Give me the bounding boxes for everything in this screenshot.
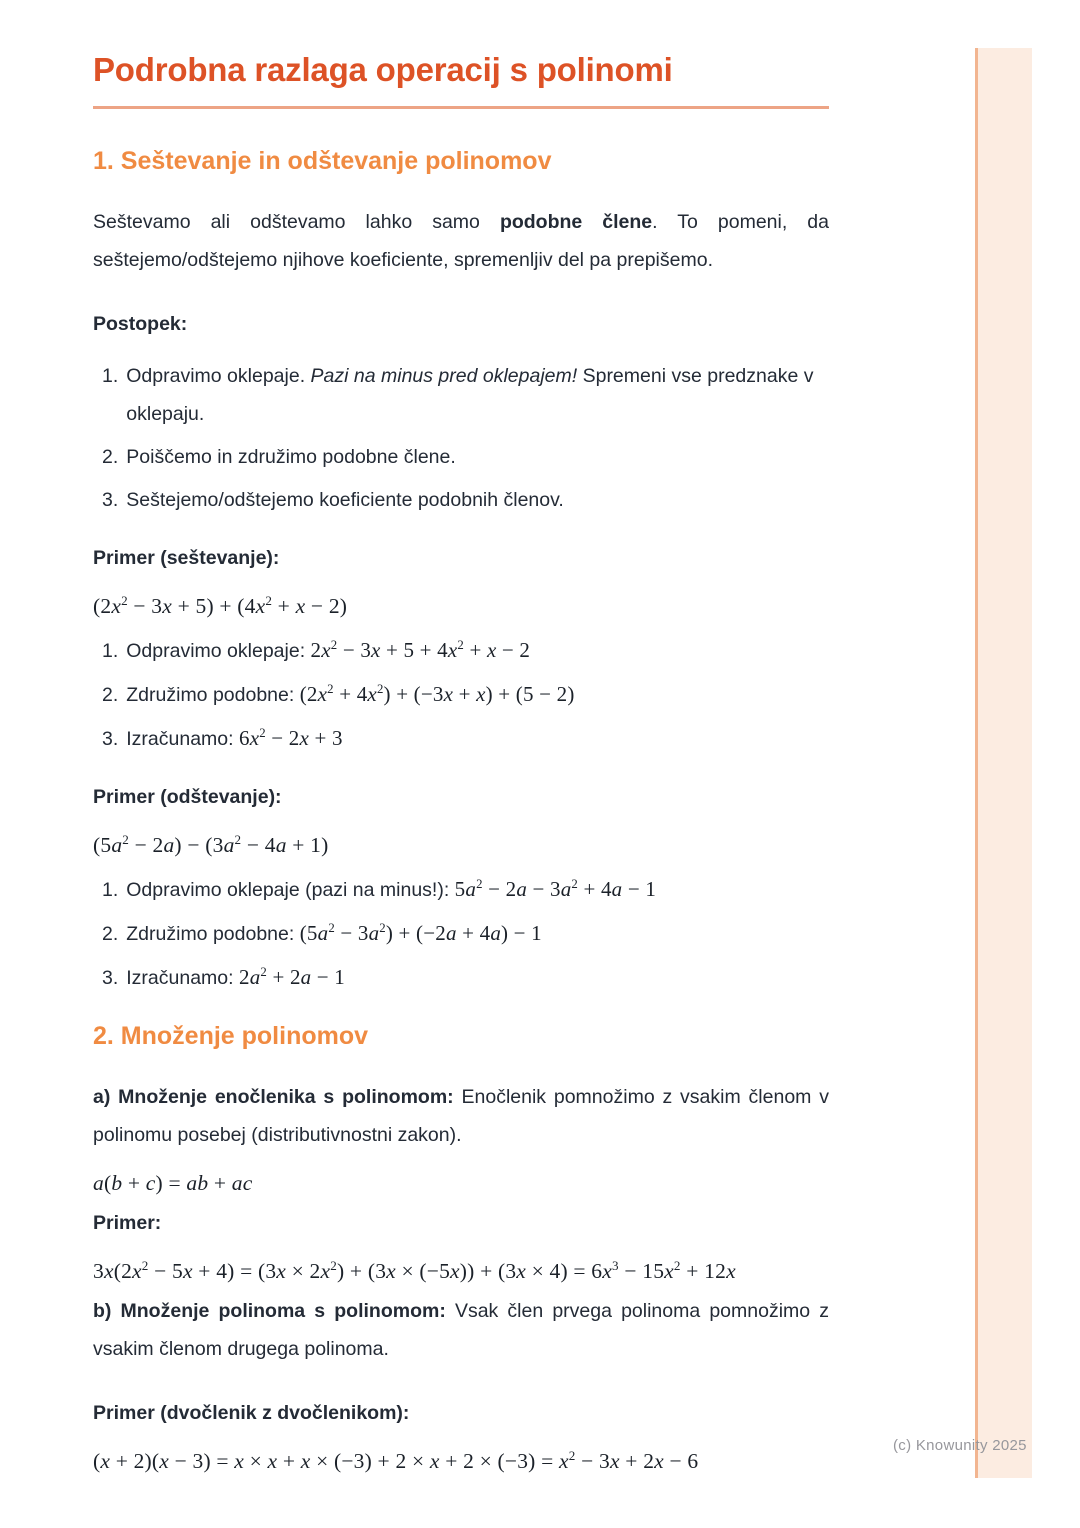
list-item-text [126, 631, 829, 670]
text-segment: Enočlenik pomnožimo z vsakim členom v polinomu posebej (distributivnostni zakon). [93, 1086, 829, 1146]
paragraph [93, 539, 829, 577]
right-accent-strip [975, 48, 1032, 1478]
list-item-number: 3. [102, 489, 119, 511]
list-item-number: 1. [102, 879, 119, 901]
list-item-number: 1. [102, 365, 119, 387]
bold-text: Primer (odštevanje): [93, 786, 282, 808]
text-segment: Izračunamo: [126, 967, 239, 989]
list-item-number: 2. [102, 684, 119, 706]
text-segment: Združimo podobne: [126, 684, 300, 706]
list-item [102, 958, 829, 997]
page-title: Podrobna razlaga operacij s polinomi [93, 51, 673, 88]
list-item [102, 481, 829, 519]
list-item-text [126, 481, 829, 519]
section-heading: 1. Seštevanje in odštevanje polinomov [93, 147, 552, 175]
bold-text: Primer (seštevanje): [93, 547, 280, 569]
math-expression: $(2x^2 - 3x + 5) + (4x^2 + x - 2)$ [93, 592, 348, 618]
inline-math-expression: $(2x^2 + 4x^2) + (-3x + x) + (5 - 2)$ [299, 682, 575, 706]
paragraph [93, 1078, 829, 1154]
list-item-text [126, 438, 829, 476]
numbered-list [93, 870, 829, 997]
list-item-number: 2. [102, 923, 119, 945]
text-segment: Seštejemo/odštejemo koeficiente podobnih členov. [126, 489, 564, 511]
list-item-number: 3. [102, 967, 119, 989]
bold-text: Primer: [93, 1212, 162, 1234]
list-item-text [126, 675, 829, 714]
paragraph [93, 1204, 829, 1242]
list-item [102, 914, 829, 953]
list-item-text [126, 719, 829, 758]
list-item [102, 357, 829, 433]
list-item-text [126, 870, 829, 909]
list-item [102, 675, 829, 714]
text-segment: Spremeni vse predznake v oklepaju. [126, 365, 814, 425]
text-segment: Združimo podobne: [126, 923, 300, 945]
inline-math-expression: $6x^2 - 2x + 3$ [238, 726, 343, 750]
section-heading: 2. Množenje polinomov [93, 1022, 369, 1050]
numbered-list [93, 357, 829, 519]
paragraph [93, 778, 829, 816]
math-expression: a(b + c) = ab + ac [93, 1171, 253, 1195]
text-segment: Seštevamo ali odštevamo lahko samo [93, 211, 500, 233]
math-expression: $(x + 2)(x - 3) = x \times x + x \times (-3) + 2 \times x + 2 \times (-3) = x^2 - 3x + 2x - 6$ [93, 1447, 699, 1473]
text-segment: Vsak člen prvega polinoma pomnožimo z vsakim členom drugega polinoma. [93, 1300, 830, 1360]
text-segment: Odpravimo oklepaje. [126, 365, 311, 387]
text-segment: Izračunamo: [126, 728, 239, 750]
list-item-text [126, 958, 829, 997]
list-item [102, 438, 829, 476]
list-item [102, 719, 829, 758]
document-content [93, 50, 829, 1476]
list-item-text [126, 914, 829, 953]
text-segment: Poiščemo in združimo podobne člene. [126, 446, 456, 468]
paragraph [93, 1394, 829, 1432]
list-item-number: 3. [102, 728, 119, 750]
bold-text: Primer (dvočlenik z dvočlenikom): [93, 1402, 410, 1424]
inline-math-expression: $2x^2 - 3x + 5 + 4x^2 + x - 2$ [310, 638, 531, 662]
title-underline [93, 106, 829, 109]
text-segment: . To pomeni, da seštejemo/odštejemo njihove koeficiente, spremenljiv del pa prepišemo. [93, 211, 829, 271]
list-item-number: 1. [102, 640, 119, 662]
bold-text: a) Množenje enočlenika s polinomom: [93, 1086, 454, 1108]
list-item-number: 2. [102, 446, 119, 468]
bold-text: b) Množenje polinoma s polinomom: [93, 1300, 446, 1322]
list-item-text [126, 357, 829, 433]
watermark-text: (c) Knowunity 2025 [893, 1437, 1027, 1454]
italic-text: Pazi na minus pred oklepajem! [310, 365, 578, 387]
paragraph [93, 1292, 829, 1368]
inline-math-expression: $5a^2 - 2a - 3a^2 + 4a - 1$ [454, 877, 657, 901]
text-segment: Odpravimo oklepaje: [126, 640, 311, 662]
math-expression: $3x(2x^2 - 5x + 4) = (3x \times 2x^2) + (3x \times (-5x)) + (3x \times 4) = 6x^3 - 15x^2 + 12x$ [93, 1257, 736, 1283]
paragraph [93, 305, 829, 343]
sections-container [93, 146, 829, 1476]
text-segment: Odpravimo oklepaje (pazi na minus!): [126, 879, 455, 901]
list-item [102, 631, 829, 670]
inline-math-expression: $(5a^2 - 3a^2) + (-2a + 4a) - 1$ [299, 921, 542, 945]
math-expression: $(5a^2 - 2a) - (3a^2 - 4a + 1)$ [93, 831, 329, 857]
bold-text: podobne člene [499, 211, 653, 233]
paragraph [93, 203, 829, 279]
list-item [102, 870, 829, 909]
bold-text: Postopek: [93, 313, 188, 335]
inline-math-expression: $2a^2 + 2a - 1$ [238, 965, 346, 989]
numbered-list [93, 631, 829, 758]
